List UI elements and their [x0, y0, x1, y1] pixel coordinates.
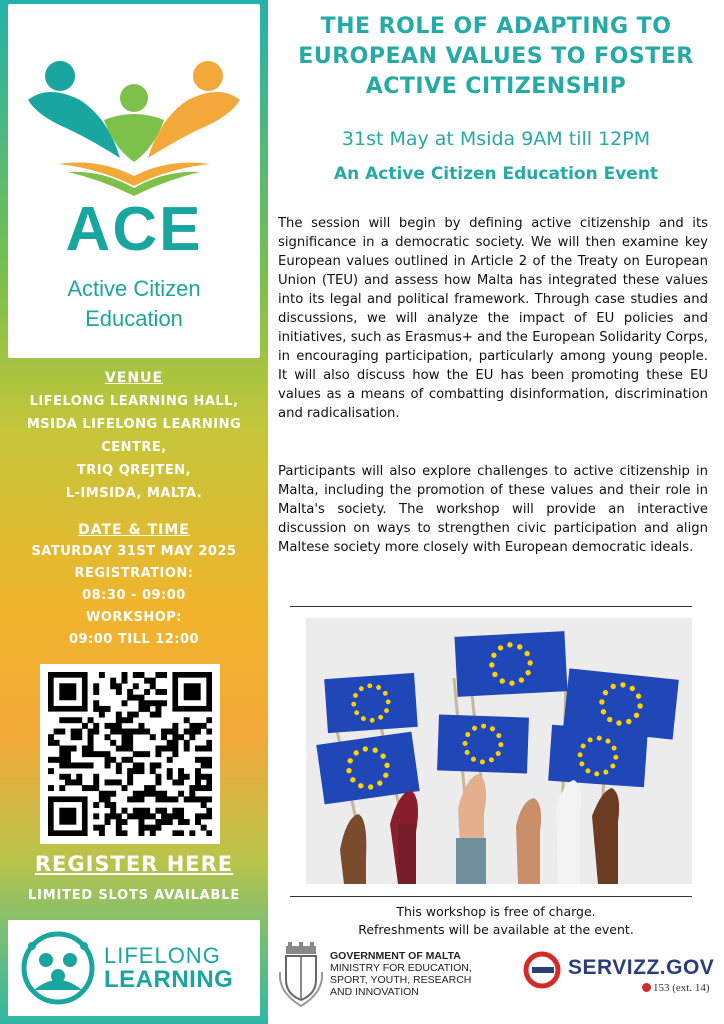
servizz-phone-number: 153 (ext. 14): [653, 982, 710, 994]
eu-flags-image-icon: [306, 618, 692, 884]
title-line2: EUROPEAN VALUES TO FOSTER: [298, 44, 694, 69]
date-time-line: 09:00 TILL 12:00: [68, 632, 200, 647]
title-line3: ACTIVE CITIZENSHIP: [365, 74, 627, 99]
venue-section: [0, 370, 268, 505]
date-time-section: [0, 522, 268, 651]
description-paragraph-2: Participants will also explore challenges to active citizenship in Malta, including the promotion of these values and their role in Malta's society. The workshop will provide an interactive discussion on ways to strengthen civic participation and align Maltese society more closely with European democratic ideals.: [278, 464, 708, 555]
eu-flags-photo: [306, 618, 692, 884]
event-title: [272, 12, 720, 102]
venue-line: MSIDA LIFELONG LEARNING: [26, 417, 242, 432]
servizz-wordmark: SERVIZZ.GOV: [568, 956, 715, 979]
date-time-heading: DATE & TIME: [78, 522, 190, 538]
free-line1: This workshop is free of charge.: [396, 904, 596, 919]
malta-coat-of-arms-icon: [276, 942, 326, 1008]
ace-full-name: [8, 274, 260, 334]
date-time-line: REGISTRATION:: [74, 566, 194, 581]
register-here-link[interactable]: REGISTER HERE: [34, 852, 234, 876]
government-of-malta-logo: [274, 942, 514, 1012]
lifelong-learning-logo: [8, 920, 260, 1016]
ace-logo-panel: [8, 4, 260, 358]
government-line1: GOVERNMENT OF MALTA: [330, 950, 461, 962]
phone-icon: [642, 983, 651, 992]
venue-line: TRIQ QREJTEN,: [76, 463, 192, 478]
servizz-gov-logo: [520, 950, 720, 1000]
date-time-line: 08:30 - 09:00: [82, 588, 186, 603]
venue-line: LIFELONG LEARNING HALL,: [29, 394, 239, 409]
event-type: An Active Citizen Education Event: [333, 164, 659, 184]
divider-top: [290, 606, 692, 607]
servizz-phone: [642, 982, 710, 994]
event-date-location: 31st May at Msida 9AM till 12PM: [341, 128, 651, 150]
title-line1: THE ROLE OF ADAPTING TO: [320, 14, 672, 39]
registration-qr-code[interactable]: [40, 664, 220, 844]
servizz-s-icon: [522, 950, 562, 990]
venue-line: L-IMSIDA, MALTA.: [65, 486, 203, 501]
government-line4: AND INNOVATION: [330, 986, 419, 998]
divider-bottom: [290, 896, 692, 897]
government-line3: SPORT, YOUTH, RESEARCH: [330, 974, 472, 986]
limited-slots-note: LIMITED SLOTS AVAILABLE: [27, 888, 241, 903]
lifelong-learning-wordmark: [104, 944, 233, 992]
free-of-charge-note: [272, 903, 720, 939]
qr-code-icon: [48, 672, 212, 836]
date-time-line: SATURDAY 31ST MAY 2025: [31, 544, 237, 559]
government-wordmark: [330, 950, 472, 998]
left-sidebar: [0, 0, 268, 1024]
lifelong-word: LIFELONG: [104, 943, 221, 968]
description-paragraph-1: The session will begin by defining active citizenship and its significance in a democratic society. We will then examine key European values outlined in Article 2 of the Treaty on European Union (TEU) and assess how Malta has integrated these values into its legal and political framework. Through case studies and discussions, we will analyze the impact of EU policies and initiatives, such as Erasmus+ and the European Solidarity Corps, in encouraging participation, particularly among young people. It will also discuss how the EU has been promoting these EU values as a means of combatting disinformation, discrimination and radicalisation.: [278, 216, 708, 421]
date-time-line: WORKSHOP:: [86, 610, 182, 625]
ace-name-line1: Active Citizen: [67, 276, 201, 301]
ace-acronym: ACE: [65, 195, 203, 264]
ace-people-logo-icon: [8, 8, 260, 198]
learning-word: LEARNING: [104, 966, 234, 993]
ace-name-line2: Education: [85, 306, 183, 331]
free-line2: Refreshments will be available at the event.: [358, 922, 634, 937]
venue-line: CENTRE,: [101, 440, 167, 455]
lifelong-learning-people-icon: [18, 928, 98, 1008]
venue-heading: VENUE: [104, 370, 164, 386]
government-line2: MINISTRY FOR EDUCATION,: [330, 962, 472, 974]
